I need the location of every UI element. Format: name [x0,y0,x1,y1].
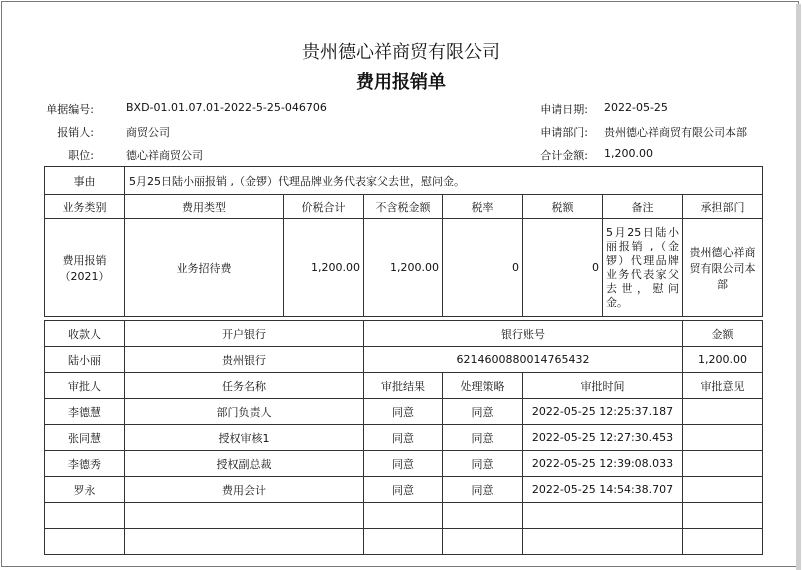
approval-result: 同意 [364,399,443,425]
payee-approval-table [44,320,763,555]
approval-result: 同意 [364,451,443,477]
applicant-label: 报销人: [57,126,94,139]
form-title: 费用报销单 [356,72,446,93]
col-header: 金额 [683,321,763,347]
empty-row [45,529,763,555]
applicant-value: 商贸公司 [126,126,170,139]
dept-value: 贵州德心祥商贸有限公司本部 [604,126,747,139]
task-name: 授权副总裁 [125,451,364,477]
col-header: 不含税金额 [364,195,443,219]
col-header: 承担部门 [683,195,763,219]
approval-opinion [683,477,763,503]
empty-cell [683,503,763,529]
col-header: 审批意见 [683,373,763,399]
payee-header-row [45,321,763,347]
col-header: 业务类别 [45,195,125,219]
col-header: 审批结果 [364,373,443,399]
payee-row [45,347,763,373]
empty-cell [364,503,443,529]
position-label: 职位: [68,149,94,162]
approval-strategy: 同意 [443,451,523,477]
empty-cell [45,529,125,555]
approval-opinion [683,425,763,451]
expense-table [44,166,763,317]
task-name: 费用会计 [125,477,364,503]
expense-note: 5月25日陆小丽报销 ,（金锣）代理品牌业务代表家父去世，慰问金。 [603,219,683,317]
tax-rate: 0 [443,219,523,317]
reason-text: 5月25日陆小丽报销 ,（金锣）代理品牌业务代表家父去世，慰问金。 [125,167,763,195]
approval-time: 2022-05-25 12:25:37.187 [523,399,683,425]
approval-time: 2022-05-25 12:27:30.453 [523,425,683,451]
approval-result: 同意 [364,477,443,503]
col-header: 备注 [603,195,683,219]
expense-header-row [45,195,763,219]
empty-cell [443,529,523,555]
payee-amount: 1,200.00 [683,347,763,373]
approval-strategy: 同意 [443,399,523,425]
empty-cell [45,503,125,529]
approval-result: 同意 [364,425,443,451]
approval-opinion [683,399,763,425]
col-header: 审批人 [45,373,125,399]
expense-type: 业务招待费 [125,219,284,317]
bearing-dept: 贵州德心祥商贸有限公司本部 [683,219,763,317]
col-header: 处理策略 [443,373,523,399]
approver: 罗永 [45,477,125,503]
bank-name: 贵州银行 [125,347,364,373]
empty-cell [125,529,364,555]
approval-row [45,451,763,477]
approval-strategy: 同意 [443,425,523,451]
col-header: 开户银行 [125,321,364,347]
col-header: 税率 [443,195,523,219]
empty-row [45,503,763,529]
approver: 李德慧 [45,399,125,425]
approval-row [45,425,763,451]
position-value: 德心祥商贸公司 [126,149,203,162]
approval-strategy: 同意 [443,477,523,503]
task-name: 授权审核1 [125,425,364,451]
approval-time: 2022-05-25 14:54:38.707 [523,477,683,503]
dept-label: 申请部门: [540,126,588,139]
col-header: 收款人 [45,321,125,347]
approval-row [45,477,763,503]
apply-date-label: 申请日期: [540,103,588,116]
empty-cell [523,529,683,555]
col-header: 任务名称 [125,373,364,399]
approval-time: 2022-05-25 12:39:08.033 [523,451,683,477]
amount-ex-tax: 1,200.00 [364,219,443,317]
col-header: 价税合计 [284,195,364,219]
expense-row [45,219,763,317]
total-value: 1,200.00 [604,147,653,160]
total-with-tax: 1,200.00 [284,219,364,317]
approval-opinion [683,451,763,477]
reason-label: 事由 [45,167,125,195]
approval-row [45,399,763,425]
empty-cell [125,503,364,529]
empty-cell [683,529,763,555]
approver: 李德秀 [45,451,125,477]
empty-cell [364,529,443,555]
task-name: 部门负责人 [125,399,364,425]
empty-cell [443,503,523,529]
col-header: 审批时间 [523,373,683,399]
apply-date-value: 2022-05-25 [604,101,668,114]
reason-row [45,167,763,195]
col-header: 费用类型 [125,195,284,219]
approval-header-row [45,373,763,399]
tax-amount: 0 [523,219,603,317]
col-header: 银行账号 [364,321,683,347]
business-category: 费用报销（2021） [45,219,125,317]
col-header: 税额 [523,195,603,219]
total-label: 合计金额: [540,149,588,162]
bank-account: 6214600880014765432 [364,347,683,373]
approver: 张同慧 [45,425,125,451]
company-name: 贵州德心祥商贸有限公司 [302,42,500,63]
doc-no-value: BXD-01.01.07.01-2022-5-25-046706 [126,101,327,114]
payee-name: 陆小丽 [45,347,125,373]
doc-no-label: 单据编号: [46,103,94,116]
empty-cell [523,503,683,529]
